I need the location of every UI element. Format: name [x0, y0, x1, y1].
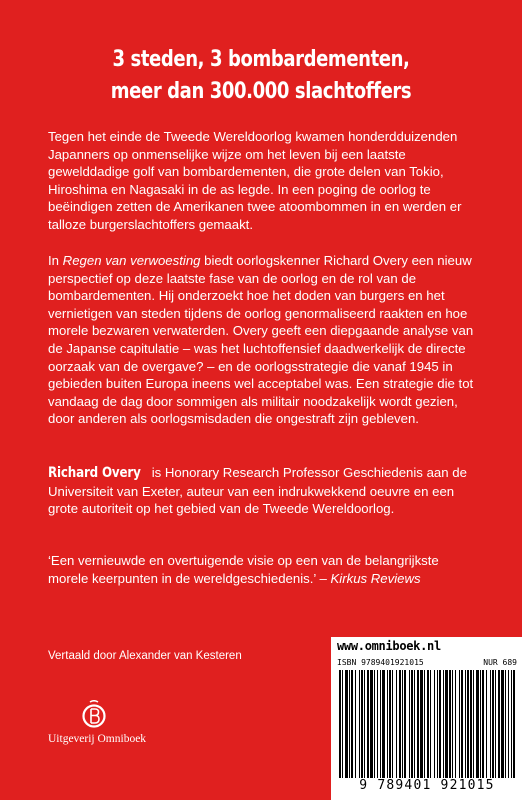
barcode-bar: [459, 670, 460, 778]
barcode-bar: [473, 670, 474, 778]
barcode-bar: [402, 670, 403, 778]
barcode-bar: [374, 670, 375, 778]
barcode-bar: [461, 670, 463, 778]
barcode-bar: [445, 670, 448, 778]
barcode-bar: [342, 670, 343, 778]
barcode-bar: [508, 670, 509, 778]
barcode-bar: [505, 670, 506, 778]
review-source: Kirkus Reviews: [330, 570, 421, 586]
barcode-bar: [513, 670, 515, 778]
description-intro: In: [48, 253, 63, 268]
barcode-bar: [449, 670, 451, 778]
barcode-bar: [437, 670, 438, 778]
barcode-bar: [490, 670, 491, 778]
barcode-bar: [480, 670, 481, 778]
barcode-bar: [439, 670, 441, 778]
barcode-bar: [387, 670, 388, 778]
review-quote: [48, 552, 476, 587]
barcode-bar: [377, 670, 378, 778]
barcode-bar: [361, 670, 363, 778]
barcode-bar: [443, 670, 444, 778]
description-rest: biedt oorlogskenner Richard Overy een nieuw perspectief op deze laatste fase van de oorlog en de rol van de bombardementen. Hij onderzoekt hoe het doden van burgers en het vernietigen van steden tijdens de oorlog genormaliseerd raakten en hoe morele bezwaren verwaterden. Overy geeft een diepgaande analyse van de Japanse capitulatie – was het luchtoffensief daadwerkelijk de directe oorzaak van de overgave? – en de oorlogsstrategie die vanaf 1945 in gebieden buiten Europa ineens wel acceptabel was. Een strategie die tot vandaag de dag door sommigen als militair noodzakelijk wordt gezien, door anderen als oorlogsmisdaden die ongestraft zijn gebleven.: [48, 253, 474, 427]
review-quote-text: ‘Een vernieuwde en overtuigende visie op een van de belangrijkste morele keerpunten in de wereldgeschiedenis.’ –: [48, 553, 439, 586]
barcode-bar: [455, 670, 456, 778]
barcode-bar: [482, 670, 484, 778]
headline-line-1: 3 steden, 3 bombardementen,: [112, 47, 410, 72]
barcode-bar: [511, 670, 512, 778]
barcode-bar: [355, 670, 356, 778]
barcode-bar: [339, 670, 341, 778]
barcode-bar: [380, 670, 381, 778]
barcode-digits: 9 789401 921015: [359, 778, 495, 793]
barcode-bar: [424, 670, 425, 778]
barcode-bars: [339, 670, 515, 778]
barcode-bar: [399, 670, 401, 778]
publisher-website: www.omniboek.nl: [337, 639, 441, 653]
barcode-bar: [414, 670, 415, 778]
barcode-bar: [434, 670, 435, 778]
barcode-bar: [345, 670, 348, 778]
translator-credit: Vertaald door Alexander van Kesteren: [48, 650, 242, 662]
barcode-bar: [409, 670, 410, 778]
barcode-bar: [389, 670, 391, 778]
barcode-bar: [411, 670, 413, 778]
author-name: Richard Overy: [48, 465, 141, 481]
barcode-bar: [495, 670, 496, 778]
barcode-bar: [382, 670, 385, 778]
headline: [47, 44, 475, 108]
isbn-row: [337, 658, 517, 667]
barcode-bar: [430, 670, 431, 778]
barcode-bar: [417, 670, 419, 778]
barcode-bar: [367, 670, 369, 778]
author-bio-text: is Honorary Research Professor Geschiedenis aan de Universiteit van Exeter, auteur van een indrukwekkend oeuvre en een grote autoriteit op het gebied van de Tweede Wereldoorlog.: [48, 465, 467, 517]
barcode-bar: [452, 670, 453, 778]
barcode-bar: [476, 670, 479, 778]
barcode-bar: [465, 670, 466, 778]
barcode-bar: [370, 670, 373, 778]
barcode-bar: [467, 670, 469, 778]
barcode-bar: [349, 670, 350, 778]
barcode-bar: [501, 670, 504, 778]
publisher-name: Uitgeverij Omniboek: [48, 733, 147, 745]
barcode-bar: [420, 670, 423, 778]
barcode-bar: [392, 670, 393, 778]
barcode-bar: [404, 670, 406, 778]
nur-label: NUR 689: [483, 658, 517, 667]
publisher-logo: [48, 700, 168, 745]
barcode-bar: [486, 670, 487, 778]
intro-paragraph: Tegen het einde de Tweede Wereldoorlog kwamen honderdduizenden Japanners op onmenselijke wijze om het leven bij een laatste gewelddadige golf van bombardementen, die grote delen van Tokio, Hiroshima en Nagasaki in de as legde. In een poging de oorlog te beëindigen zetten de Amerikanen twee atoombommen in en werden er talloze burgerslachtoffers gemaakt.: [48, 129, 462, 232]
author-bio: [48, 464, 476, 518]
barcode-bar: [396, 670, 397, 778]
barcode-bar: [498, 670, 500, 778]
headline-line-2: meer dan 300.000 slachtoffers: [110, 79, 412, 104]
barcode-bar: [364, 670, 365, 778]
barcode-bar: [470, 670, 472, 778]
isbn-label: ISBN 9789401921015: [337, 658, 424, 667]
barcode-panel: [331, 637, 522, 800]
omniboek-b-logo-icon: [81, 700, 107, 730]
description-paragraph: [48, 252, 476, 428]
barcode-bar: [359, 670, 360, 778]
book-title: Regen van verwoesting: [62, 253, 201, 268]
barcode-bar: [492, 670, 494, 778]
barcode-bar: [427, 670, 429, 778]
barcode-bar: [351, 670, 353, 778]
